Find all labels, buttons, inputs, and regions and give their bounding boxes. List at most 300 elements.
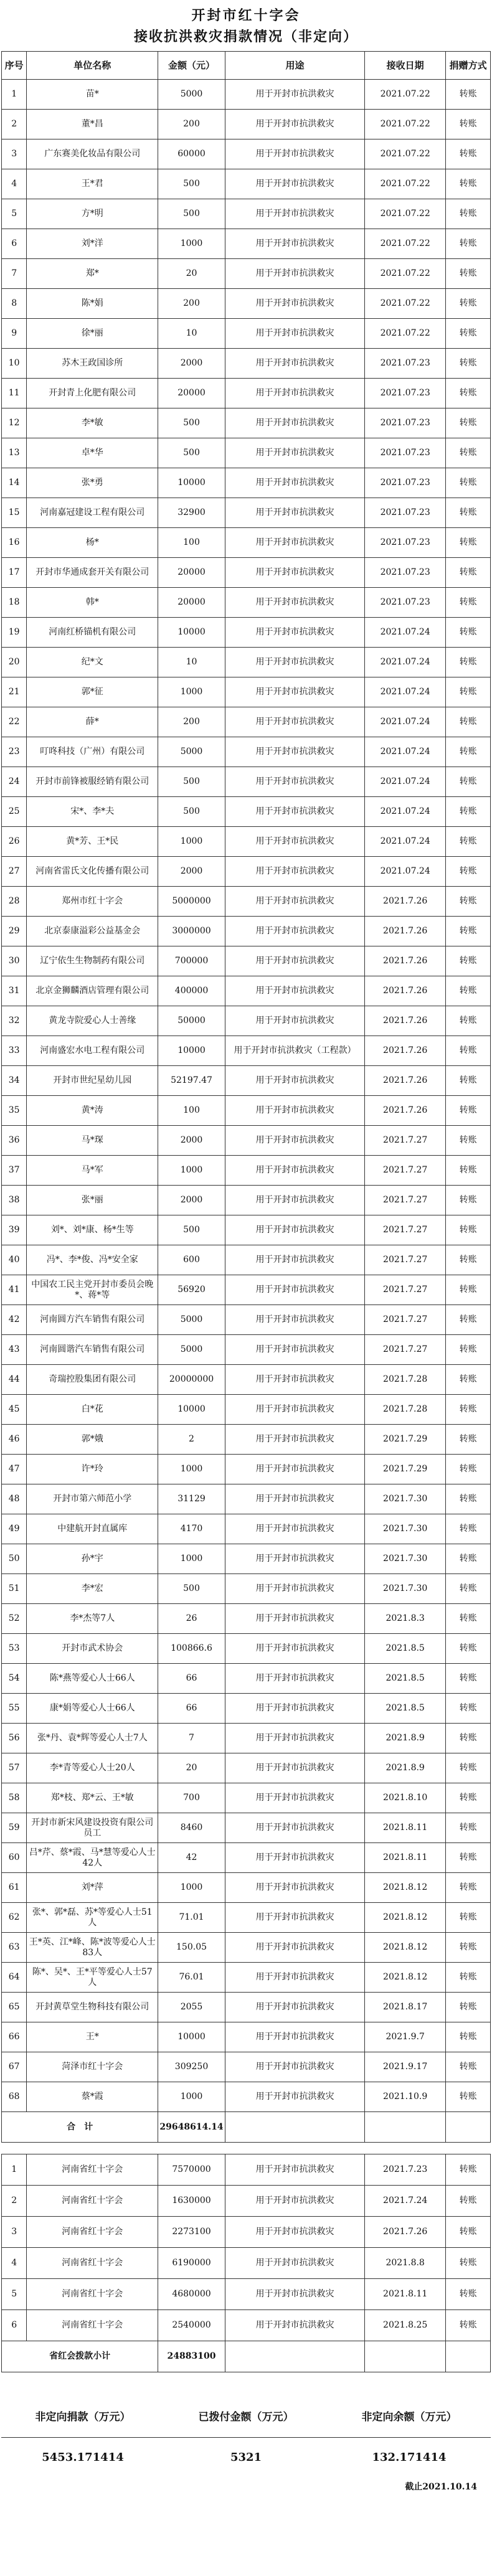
table-row	[2, 1215, 491, 1245]
donation-method: 转账	[446, 259, 491, 289]
table-row	[2, 1664, 491, 1694]
row-index: 21	[2, 677, 27, 707]
col-header: 用途	[225, 52, 364, 80]
row-index: 6	[2, 2310, 27, 2341]
amount: 1000	[158, 1544, 225, 1574]
purpose: 用于开封市抗洪救灾	[225, 857, 364, 887]
row-index: 11	[2, 379, 27, 408]
donor-name: 吕*芹、蔡*霞、马*慧等爱心人士42人	[27, 1843, 158, 1873]
donation-method: 转账	[446, 1993, 491, 2022]
receive-date: 2021.8.11	[365, 1813, 446, 1843]
donation-method: 转账	[446, 1066, 491, 1096]
donation-rows	[2, 80, 491, 2112]
row-index: 43	[2, 1335, 27, 1365]
receive-date: 2021.7.26	[365, 917, 446, 946]
donation-method: 转账	[446, 1455, 491, 1484]
amount: 500	[158, 1215, 225, 1245]
row-index: 1	[2, 80, 27, 110]
donation-table	[1, 51, 491, 2143]
donor-name: 奇瑞控股集团有限公司	[27, 1365, 158, 1395]
table-row	[2, 1455, 491, 1484]
donor-name: 广东赛美化妆品有限公司	[27, 139, 158, 169]
table-row	[2, 229, 491, 259]
purpose: 用于开封市抗洪救灾	[225, 2022, 364, 2052]
table-row	[2, 289, 491, 319]
donor-name: 河南省红十字会	[27, 2186, 158, 2217]
purpose: 用于开封市抗洪救灾	[225, 1335, 364, 1365]
donation-method: 转账	[446, 139, 491, 169]
donor-name: 许*玲	[27, 1455, 158, 1484]
donation-method: 转账	[446, 319, 491, 349]
cutoff-date: 截止2021.10.14	[405, 2482, 477, 2492]
table-row	[2, 1753, 491, 1783]
amount: 2	[158, 1425, 225, 1455]
purpose: 用于开封市抗洪救灾	[225, 80, 364, 110]
donation-method: 转账	[446, 1664, 491, 1694]
purpose: 用于开封市抗洪救灾	[225, 976, 364, 1006]
donation-method: 转账	[446, 1484, 491, 1514]
row-index: 63	[2, 1933, 27, 1963]
donation-method: 转账	[446, 797, 491, 827]
amount: 8460	[158, 1813, 225, 1843]
col-header: 金额（元）	[158, 52, 225, 80]
row-index: 19	[2, 618, 27, 648]
donor-name: 白*花	[27, 1395, 158, 1425]
table-row	[2, 498, 491, 528]
donor-name: 杨*	[27, 528, 158, 558]
row-index: 64	[2, 1963, 27, 1993]
amount: 7570000	[158, 2154, 225, 2186]
table-row	[2, 1395, 491, 1425]
receive-date: 2021.7.26	[365, 1096, 446, 1126]
table-row	[2, 737, 491, 767]
donor-name: 叮咚科技（广州）有限公司	[27, 737, 158, 767]
receive-date: 2021.8.5	[365, 1694, 446, 1724]
row-index: 24	[2, 767, 27, 797]
table-row	[2, 2082, 491, 2112]
total-row	[2, 2112, 491, 2143]
purpose: 用于开封市抗洪救灾	[225, 2310, 364, 2341]
donation-method: 转账	[446, 1275, 491, 1305]
receive-date: 2021.8.11	[365, 2279, 446, 2310]
purpose: 用于开封市抗洪救灾	[225, 1664, 364, 1694]
receive-date: 2021.10.9	[365, 2082, 446, 2112]
receive-date: 2021.07.22	[365, 169, 446, 199]
row-index: 41	[2, 1275, 27, 1305]
amount: 10000	[158, 618, 225, 648]
purpose: 用于开封市抗洪救灾	[225, 1484, 364, 1514]
table-row	[2, 588, 491, 618]
row-index: 58	[2, 1783, 27, 1813]
amount: 31129	[158, 1484, 225, 1514]
amount: 500	[158, 438, 225, 468]
receive-date: 2021.7.30	[365, 1574, 446, 1604]
row-index: 17	[2, 558, 27, 588]
table-row	[2, 1843, 491, 1873]
amount: 200	[158, 707, 225, 737]
table-row	[2, 1933, 491, 1963]
amount: 20000	[158, 379, 225, 408]
table-row	[2, 169, 491, 199]
receive-date: 2021.07.23	[365, 468, 446, 498]
donor-name: 开封市世纪星幼儿园	[27, 1066, 158, 1096]
donation-method: 转账	[446, 2052, 491, 2082]
receive-date: 2021.07.22	[365, 229, 446, 259]
receive-date: 2021.7.27	[365, 1156, 446, 1186]
donation-method: 转账	[446, 408, 491, 438]
receive-date: 2021.07.23	[365, 588, 446, 618]
donor-name: 李*青等爱心人士20人	[27, 1753, 158, 1783]
row-index: 13	[2, 438, 27, 468]
receive-date: 2021.7.27	[365, 1245, 446, 1275]
row-index: 42	[2, 1305, 27, 1335]
table-row	[2, 2310, 491, 2341]
purpose: 用于开封市抗洪救灾	[225, 2052, 364, 2082]
purpose: 用于开封市抗洪救灾	[225, 1425, 364, 1455]
purpose: 用于开封市抗洪救灾	[225, 438, 364, 468]
donation-method: 转账	[446, 1006, 491, 1036]
table-row	[2, 1873, 491, 1903]
receive-date: 2021.07.22	[365, 199, 446, 229]
purpose: 用于开封市抗洪救灾	[225, 2279, 364, 2310]
receive-date: 2021.7.26	[365, 887, 446, 917]
donation-method: 转账	[446, 1544, 491, 1574]
donor-name: 河南红桥锚机有限公司	[27, 618, 158, 648]
purpose: 用于开封市抗洪救灾	[225, 1395, 364, 1425]
donation-method: 转账	[446, 1813, 491, 1843]
donation-method: 转账	[446, 1933, 491, 1963]
purpose: 用于开封市抗洪救灾	[225, 1126, 364, 1156]
donor-name: 马*琛	[27, 1126, 158, 1156]
table-row	[2, 2052, 491, 2082]
province-subtotal-row	[2, 2341, 491, 2372]
donation-method: 转账	[446, 1963, 491, 1993]
donor-name: 中国农工民主党开封市委员会晚*、蒋*等	[27, 1275, 158, 1305]
donation-method: 转账	[446, 110, 491, 139]
row-index: 3	[2, 139, 27, 169]
subtotal-label: 省红会拨款小计	[2, 2341, 158, 2372]
table-row	[2, 558, 491, 588]
purpose: 用于开封市抗洪救灾	[225, 1186, 364, 1215]
table-row	[2, 259, 491, 289]
table-row	[2, 349, 491, 379]
table-row	[2, 797, 491, 827]
receive-date: 2021.7.24	[365, 2186, 446, 2217]
table-row	[2, 1963, 491, 1993]
amount: 20000	[158, 588, 225, 618]
row-index: 25	[2, 797, 27, 827]
donation-method: 转账	[446, 1365, 491, 1395]
donor-name: 孙*宇	[27, 1544, 158, 1574]
col-header: 序号	[2, 52, 27, 80]
purpose: 用于开封市抗洪救灾	[225, 946, 364, 976]
donation-method: 转账	[446, 528, 491, 558]
amount: 400000	[158, 976, 225, 1006]
donation-method: 转账	[446, 2217, 491, 2248]
purpose: 用于开封市抗洪救灾	[225, 408, 364, 438]
purpose: 用于开封市抗洪救灾	[225, 2217, 364, 2248]
table-row	[2, 707, 491, 737]
row-index: 27	[2, 857, 27, 887]
donation-method: 转账	[446, 648, 491, 677]
donation-method: 转账	[446, 827, 491, 857]
row-index: 6	[2, 229, 27, 259]
purpose: 用于开封市抗洪救灾	[225, 1275, 364, 1305]
donor-name: 李*敏	[27, 408, 158, 438]
donor-name: 北京金狮麟酒店管理有限公司	[27, 976, 158, 1006]
receive-date: 2021.07.24	[365, 857, 446, 887]
amount: 32900	[158, 498, 225, 528]
amount: 100866.6	[158, 1634, 225, 1664]
row-index: 14	[2, 468, 27, 498]
row-index: 47	[2, 1455, 27, 1484]
donor-name: 黄龙寺院爱心人士善缘	[27, 1006, 158, 1036]
row-index: 55	[2, 1694, 27, 1724]
donation-method: 转账	[446, 2310, 491, 2341]
donor-name: 张*、郭*磊、苏*等爱心人士51人	[27, 1903, 158, 1933]
row-index: 30	[2, 946, 27, 976]
donor-name: 李*宏	[27, 1574, 158, 1604]
amount: 1000	[158, 229, 225, 259]
amount: 5000	[158, 1305, 225, 1335]
purpose: 用于开封市抗洪救灾	[225, 1694, 364, 1724]
donation-method: 转账	[446, 917, 491, 946]
donor-name: 韩*	[27, 588, 158, 618]
amount: 2540000	[158, 2310, 225, 2341]
donor-name: 张*勇	[27, 468, 158, 498]
donor-name: 开封黄草堂生物科技有限公司	[27, 1993, 158, 2022]
table-row	[2, 917, 491, 946]
table-row	[2, 1634, 491, 1664]
table-row	[2, 199, 491, 229]
total-label: 合 计	[2, 2112, 158, 2143]
purpose: 用于开封市抗洪救灾	[225, 767, 364, 797]
receive-date: 2021.7.26	[365, 1036, 446, 1066]
receive-date: 2021.8.5	[365, 1664, 446, 1694]
amount: 20000	[158, 558, 225, 588]
purpose: 用于开封市抗洪救灾	[225, 199, 364, 229]
table-row	[2, 2154, 491, 2186]
receive-date: 2021.07.24	[365, 827, 446, 857]
row-index: 35	[2, 1096, 27, 1126]
donor-name: 开封市武术协会	[27, 1634, 158, 1664]
donor-name: 北京泰康溢彩公益基金会	[27, 917, 158, 946]
receive-date: 2021.8.8	[365, 2248, 446, 2279]
amount: 2273100	[158, 2217, 225, 2248]
purpose: 用于开封市抗洪救灾	[225, 1305, 364, 1335]
table-row	[2, 767, 491, 797]
donor-name: 菏泽市红十字会	[27, 2052, 158, 2082]
row-index: 7	[2, 259, 27, 289]
purpose: 用于开封市抗洪救灾	[225, 1544, 364, 1574]
table-row	[2, 1903, 491, 1933]
summary-header-balance: 非定向余额（万元）	[328, 2397, 491, 2438]
donor-name: 王*英、江*峰、陈*波等爱心人士83人	[27, 1933, 158, 1963]
donation-method: 转账	[446, 1843, 491, 1873]
donation-method: 转账	[446, 2248, 491, 2279]
col-header: 单位名称	[27, 52, 158, 80]
donation-method: 转账	[446, 199, 491, 229]
table-header-row	[2, 52, 491, 80]
summary-table	[1, 2397, 491, 2476]
amount: 5000	[158, 737, 225, 767]
receive-date: 2021.07.22	[365, 80, 446, 110]
row-index: 29	[2, 917, 27, 946]
receive-date: 2021.07.22	[365, 110, 446, 139]
table-row	[2, 1783, 491, 1813]
amount: 7	[158, 1724, 225, 1753]
donor-name: 开封市华通成套开关有限公司	[27, 558, 158, 588]
row-index: 59	[2, 1813, 27, 1843]
receive-date: 2021.9.17	[365, 2052, 446, 2082]
subtotal-amount: 24883100	[158, 2341, 225, 2372]
amount: 20	[158, 259, 225, 289]
receive-date: 2021.7.27	[365, 1126, 446, 1156]
row-index: 48	[2, 1484, 27, 1514]
donation-method: 转账	[446, 1604, 491, 1634]
purpose: 用于开封市抗洪救灾	[225, 677, 364, 707]
table-row	[2, 1036, 491, 1066]
row-index: 38	[2, 1186, 27, 1215]
donor-name: 开封市第六师范小学	[27, 1484, 158, 1514]
table-row	[2, 1156, 491, 1186]
donation-method: 转账	[446, 767, 491, 797]
amount: 700	[158, 1783, 225, 1813]
receive-date: 2021.8.12	[365, 1933, 446, 1963]
donation-method: 转账	[446, 229, 491, 259]
donation-method: 转账	[446, 857, 491, 887]
donor-name: 陈*燕等爱心人士66人	[27, 1664, 158, 1694]
purpose: 用于开封市抗洪救灾	[225, 468, 364, 498]
purpose: 用于开封市抗洪救灾	[225, 1783, 364, 1813]
receive-date: 2021.8.9	[365, 1753, 446, 1783]
row-index: 2	[2, 2186, 27, 2217]
receive-date: 2021.07.24	[365, 737, 446, 767]
amount: 150.05	[158, 1933, 225, 1963]
row-index: 37	[2, 1156, 27, 1186]
table-row	[2, 1096, 491, 1126]
table-row	[2, 1275, 491, 1305]
donor-name: 刘*洋	[27, 229, 158, 259]
amount: 1000	[158, 677, 225, 707]
receive-date: 2021.07.23	[365, 408, 446, 438]
donor-name: 王*	[27, 2022, 158, 2052]
purpose: 用于开封市抗洪救灾	[225, 707, 364, 737]
table-row	[2, 1694, 491, 1724]
amount: 52197.47	[158, 1066, 225, 1096]
table-row	[2, 2248, 491, 2279]
table-row	[2, 887, 491, 917]
purpose: 用于开封市抗洪救灾	[225, 229, 364, 259]
table-row	[2, 1186, 491, 1215]
donor-name: 开封市前锋被服经销有限公司	[27, 767, 158, 797]
row-index: 62	[2, 1903, 27, 1933]
amount: 600	[158, 1245, 225, 1275]
row-index: 31	[2, 976, 27, 1006]
row-index: 4	[2, 169, 27, 199]
amount: 20000000	[158, 1365, 225, 1395]
donor-name: 河南圆谐汽车销售有限公司	[27, 1335, 158, 1365]
donation-method: 转账	[446, 2082, 491, 2112]
purpose: 用于开封市抗洪救灾	[225, 2154, 364, 2186]
row-index: 18	[2, 588, 27, 618]
report-title: 开封市红十字会	[191, 7, 301, 24]
receive-date: 2021.07.24	[365, 677, 446, 707]
purpose: 用于开封市抗洪救灾	[225, 1455, 364, 1484]
amount: 500	[158, 408, 225, 438]
donation-method: 转账	[446, 737, 491, 767]
row-index: 33	[2, 1036, 27, 1066]
row-index: 39	[2, 1215, 27, 1245]
purpose: 用于开封市抗洪救灾	[225, 887, 364, 917]
donor-name: 郑*	[27, 259, 158, 289]
receive-date: 2021.07.23	[365, 379, 446, 408]
receive-date: 2021.07.23	[365, 558, 446, 588]
donation-method: 转账	[446, 1395, 491, 1425]
receive-date: 2021.8.12	[365, 1873, 446, 1903]
receive-date: 2021.07.23	[365, 349, 446, 379]
donor-name: 刘*、刘*康、杨*生等	[27, 1215, 158, 1245]
table-row	[2, 468, 491, 498]
row-index: 32	[2, 1006, 27, 1036]
row-index: 40	[2, 1245, 27, 1275]
receive-date: 2021.8.3	[365, 1604, 446, 1634]
amount: 66	[158, 1694, 225, 1724]
donation-method: 转账	[446, 498, 491, 528]
donation-method: 转账	[446, 80, 491, 110]
donor-name: 刘*萍	[27, 1873, 158, 1903]
amount: 5000	[158, 1335, 225, 1365]
purpose: 用于开封市抗洪救灾	[225, 1604, 364, 1634]
donor-name: 河南省红十字会	[27, 2310, 158, 2341]
row-index: 53	[2, 1634, 27, 1664]
table-row	[2, 1365, 491, 1395]
donation-method: 转账	[446, 1215, 491, 1245]
amount: 10000	[158, 1395, 225, 1425]
row-index: 56	[2, 1724, 27, 1753]
purpose: 用于开封市抗洪救灾	[225, 139, 364, 169]
donor-name: 郑*枝、郑*云、王*敏	[27, 1783, 158, 1813]
amount: 2000	[158, 1186, 225, 1215]
donation-method: 转账	[446, 1036, 491, 1066]
row-index: 9	[2, 319, 27, 349]
row-index: 65	[2, 1993, 27, 2022]
row-index: 23	[2, 737, 27, 767]
amount: 71.01	[158, 1903, 225, 1933]
table-row	[2, 1813, 491, 1843]
receive-date: 2021.7.30	[365, 1514, 446, 1544]
row-index: 44	[2, 1365, 27, 1395]
amount: 42	[158, 1843, 225, 1873]
table-row	[2, 1006, 491, 1036]
donation-method: 转账	[446, 2154, 491, 2186]
row-index: 49	[2, 1514, 27, 1544]
purpose: 用于开封市抗洪救灾	[225, 1156, 364, 1186]
table-row	[2, 110, 491, 139]
purpose: 用于开封市抗洪救灾	[225, 588, 364, 618]
donor-name: 河南嘉冠建设工程有限公司	[27, 498, 158, 528]
table-row	[2, 408, 491, 438]
donation-method: 转账	[446, 1425, 491, 1455]
summary-header-allocated: 已拨付金额（万元）	[164, 2397, 328, 2438]
donation-method: 转账	[446, 349, 491, 379]
receive-date: 2021.7.27	[365, 1186, 446, 1215]
amount: 1630000	[158, 2186, 225, 2217]
table-row	[2, 1066, 491, 1096]
amount: 100	[158, 1096, 225, 1126]
amount: 700000	[158, 946, 225, 976]
donation-method: 转账	[446, 1335, 491, 1365]
